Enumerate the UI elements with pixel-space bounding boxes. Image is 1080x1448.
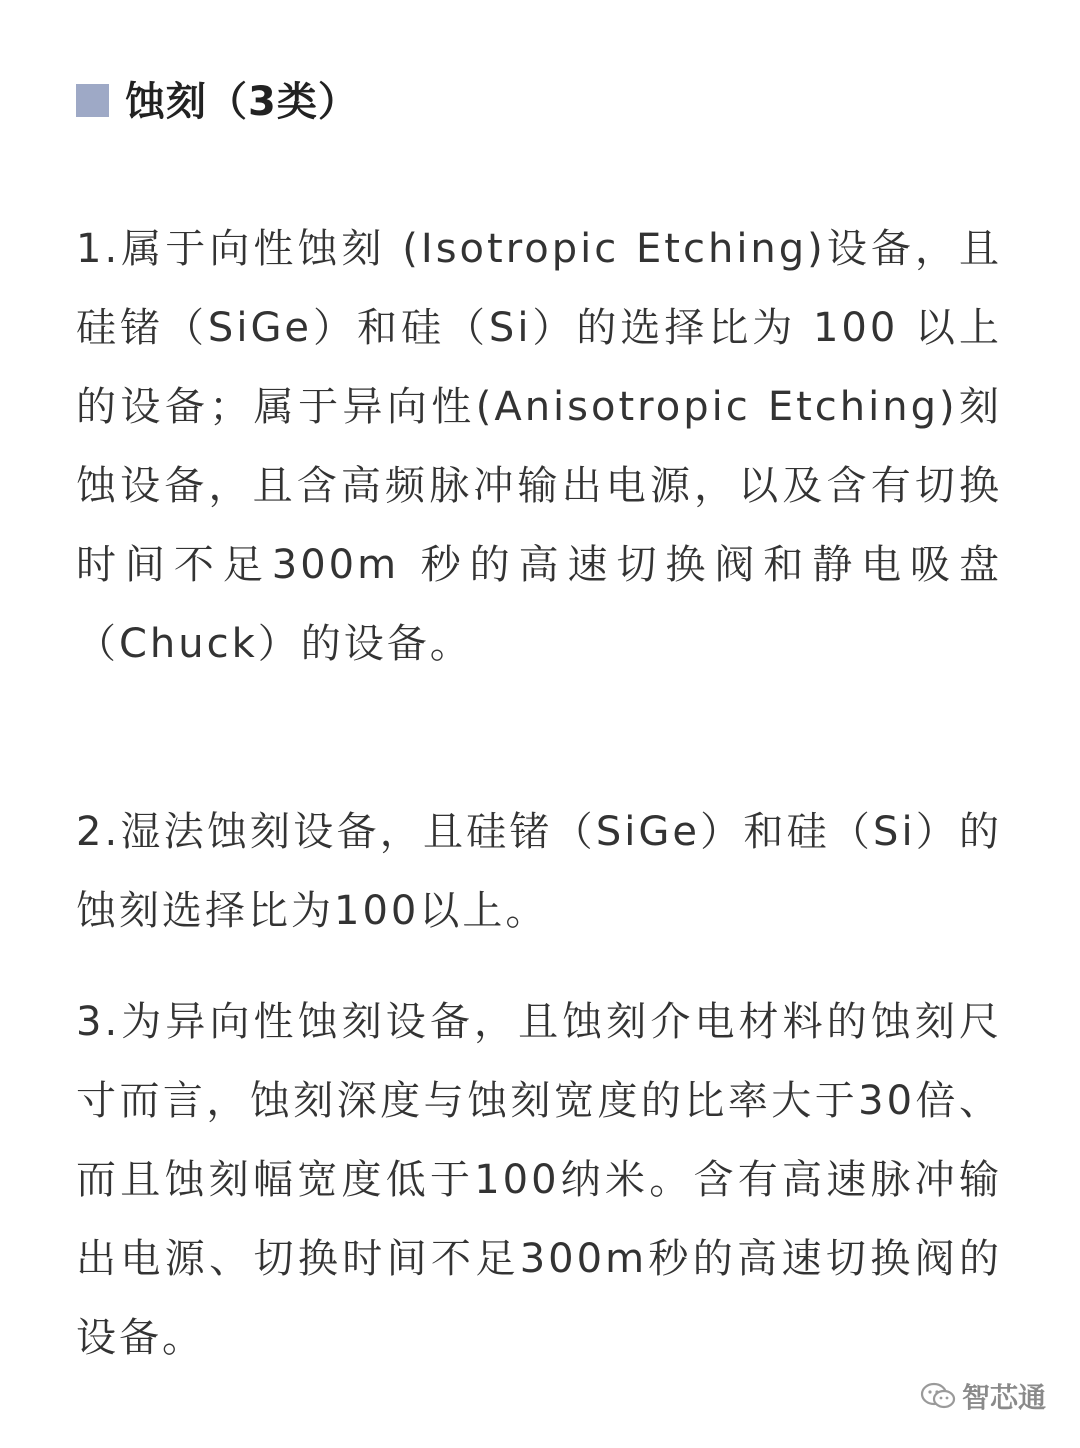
- paragraph-item-1: 1.属于向性蚀刻 (Isotropic Etching)设备，且硅锗（SiGe）和硅（Si）的选择比为 100 以上的设备；属于异向性(Anisotropic Etching)刻蚀设备，且含高频脉冲输出电源，以及含有切换时间不足300m 秒的高速切换阀和静电吸盘（Chuck）的设备。: [76, 226, 1002, 667]
- section-heading: [76, 64, 359, 132]
- paragraph-item-2: 2.湿法蚀刻设备，且硅锗（SiGe）和硅（Si）的蚀刻选择比为100以上。: [76, 809, 1002, 934]
- watermark: [920, 1376, 1046, 1416]
- page-title: 蚀刻（3类）: [125, 78, 359, 125]
- watermark-text: 智芯通: [961, 1381, 1046, 1414]
- heading-square-marker: [76, 84, 109, 117]
- wechat-icon: [920, 1382, 956, 1410]
- paragraph-item-3: 3.为异向性蚀刻设备，且蚀刻介电材料的蚀刻尺寸而言，蚀刻深度与蚀刻宽度的比率大于30倍、而且蚀刻幅宽度低于100纳米。含有高速脉冲输出电源、切换时间不足300m秒的高速切换阀的设备。: [76, 999, 1002, 1361]
